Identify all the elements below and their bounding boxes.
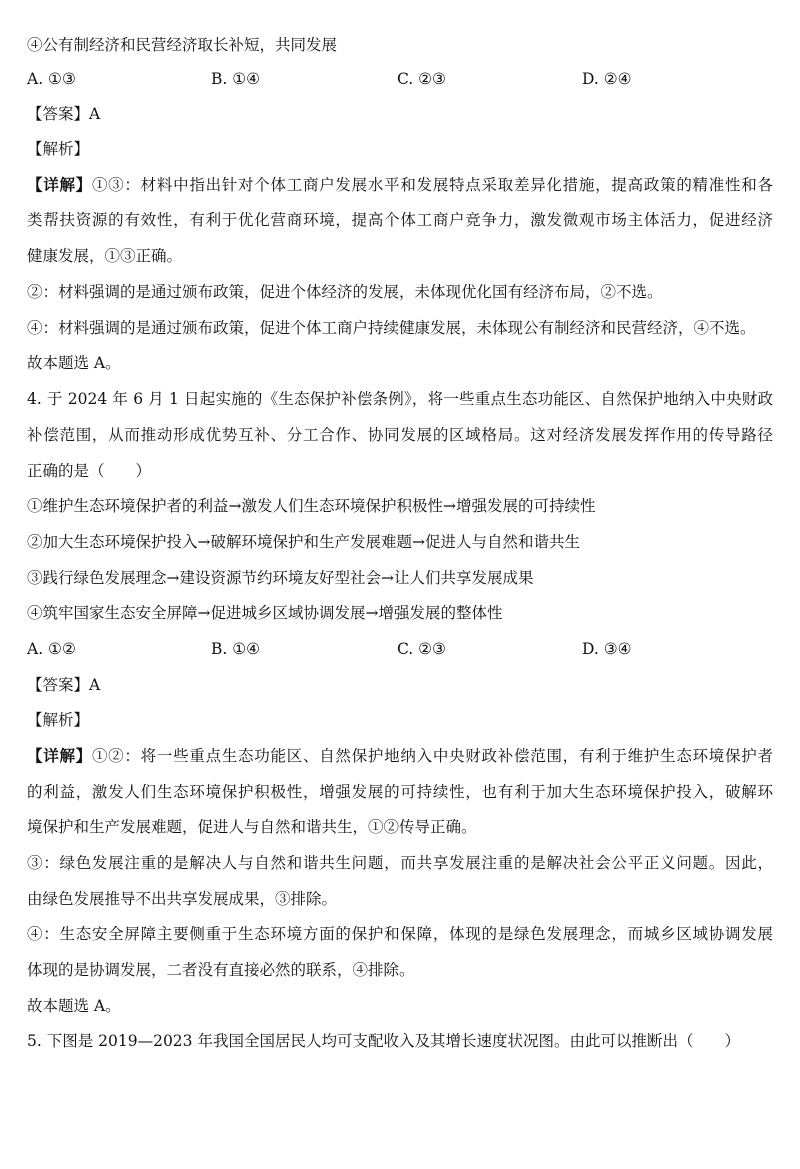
q4-analysis-heading: 【解析】 [27,711,90,729]
q3-answer: 【答案】A [27,105,101,123]
q4-choice-d: D. ③④ [582,640,632,658]
q4-stem-line-1: 4. 于 2024 年 6 月 1 日起实施的《生态保护补偿条例》，将一些重点生态功能区、自然保护地纳入中央财政 [27,390,773,408]
q4-option-3: ③践行绿色发展理念→建设资源节约环境友好型社会→让人们共享发展成果 [27,569,534,587]
q4-choice-a: A. ①② [27,640,76,658]
q3-detail-line-3: 健康发展，①③正确。 [27,247,183,265]
q3-note-2: ②：材料强调的是通过颁布政策，促进个体经济的发展，未体现优化国有经济布局，②不选。 [27,283,663,301]
q4-choices [27,638,773,660]
q4-detail-line-2: 的利益，激发人们生态环境保护积极性，增强发展的可持续性，也有利于加大生态环境保护投入，破解环 [27,783,773,801]
q3-choice-b: B. ①④ [211,70,261,88]
q3-choices [27,68,773,90]
q3-conclusion: 故本题选 A。 [27,354,121,372]
q4-detail-text-1: ①②：将一些重点生态功能区、自然保护地纳入中央财政补偿范围，有利于维护生态环境保护者 [91,747,773,765]
q3-detail-line-2: 类帮扶资源的有效性，有利于优化营商环境，提高个体工商户竞争力，激发微观市场主体活力，促进经济 [27,211,773,229]
q4-detail-line-1 [27,745,773,767]
q4-choice-b: B. ①④ [211,640,261,658]
q4-note-3-line-1: ③：绿色发展注重的是解决人与自然和谐共生问题，而共享发展注重的是解决社会公平正义问题。因此， [27,854,773,872]
q4-note-3-line-2: 由绿色发展推导不出共享发展成果，③排除。 [27,890,338,908]
q3-choice-d: D. ②④ [582,70,632,88]
q4-choice-c: C. ②③ [397,640,446,658]
q3-option-4: ④公有制经济和民营经济取长补短，共同发展 [27,36,338,54]
q4-note-4-line-2: 体现的是协调发展，二者没有直接必然的联系，④排除。 [27,961,415,979]
q3-detail-text-1: ①③：材料中指出针对个体工商户发展水平和发展特点采取差异化措施，提高政策的精准性和各 [91,176,773,194]
q4-stem-line-2: 补偿范围，从而推动形成优势互补、分工合作、协同发展的区域格局。这对经济发展发挥作用的传导路径 [27,426,773,444]
q4-detail-tag: 【详解】 [27,746,92,765]
q4-detail-line-3: 境保护和生产发展难题，促进人与自然和谐共生，①②传导正确。 [27,818,477,836]
q3-choice-c: C. ②③ [397,70,446,88]
q4-option-1: ①维护生态环境保护者的利益→激发人们生态环境保护积极性→增强发展的可持续性 [27,497,596,515]
q4-stem-line-3: 正确的是（ ） [27,462,152,480]
q4-note-4-line-1: ④：生态安全屏障主要侧重于生态环境方面的保护和保障，体现的是绿色发展理念，而城乡区域协调发展 [27,925,773,943]
q5-stem: 5. 下图是 2019—2023 年我国全国居民人均可支配收入及其增长速度状况图。由此可以推断出（ ） [27,1032,740,1050]
q3-note-4: ④：材料强调的是通过颁布政策，促进个体工商户持续健康发展，未体现公有制经济和民营经济，④不选。 [27,319,756,337]
q3-choice-a: A. ①③ [27,70,76,88]
q3-detail-line-1 [27,174,773,196]
q4-answer: 【答案】A [27,676,101,694]
q3-detail-tag: 【详解】 [27,175,92,194]
q3-analysis-heading: 【解析】 [27,140,90,158]
q4-option-2: ②加大生态环境保护投入→破解环境保护和生产发展难题→促进人与自然和谐共生 [27,533,580,551]
q4-option-4: ④筑牢国家生态安全屏障→促进城乡区域协调发展→增强发展的整体性 [27,604,503,622]
q4-conclusion: 故本题选 A。 [27,997,121,1015]
